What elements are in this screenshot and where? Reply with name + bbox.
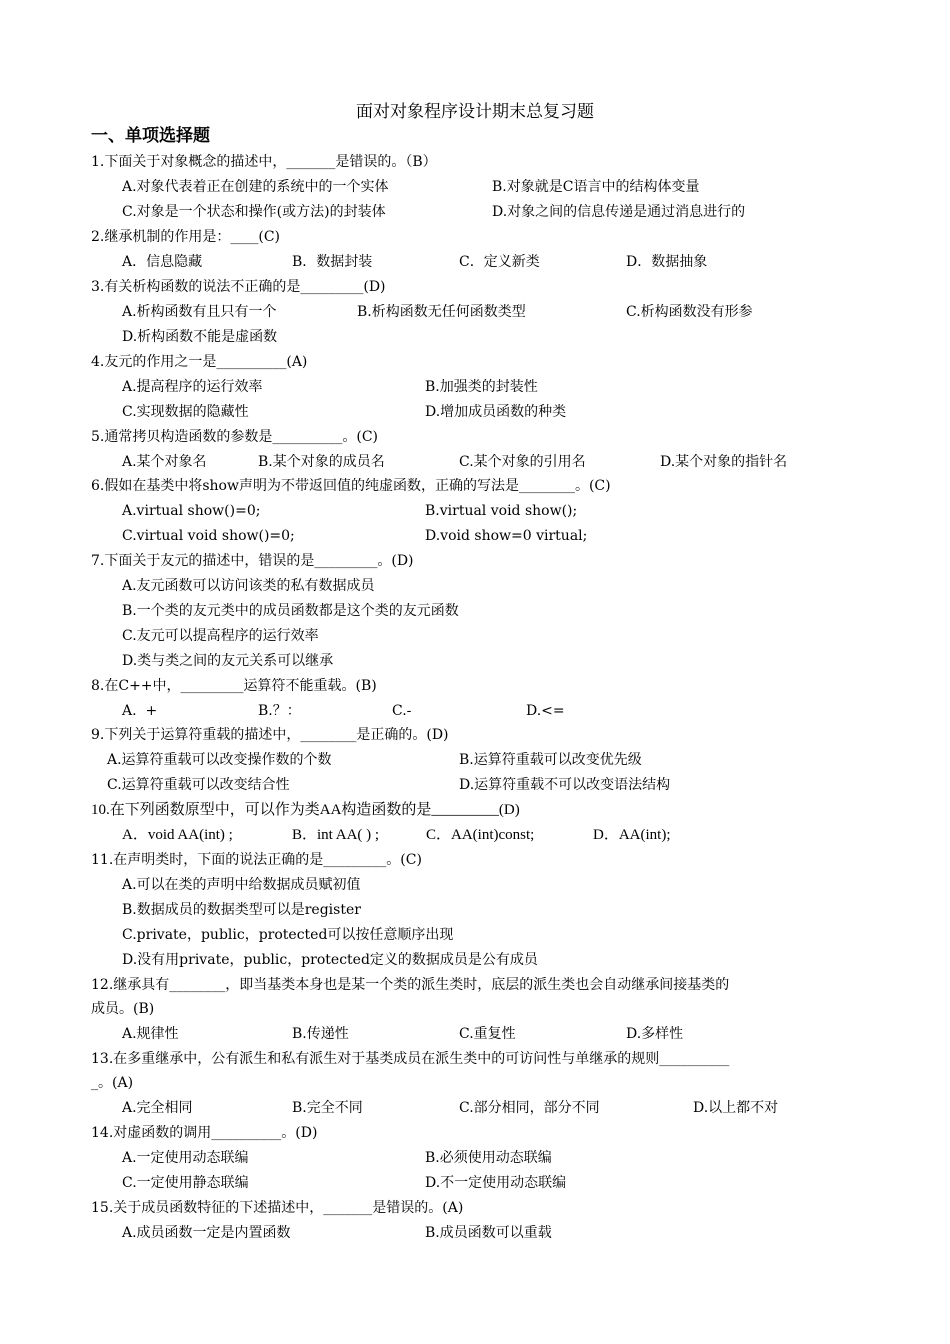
answer-option: B.？： xyxy=(258,703,301,719)
answer-option: D.对象之间的信息传递是通过消息进行的 xyxy=(492,204,746,220)
answer-option: C.部分相同，部分不同 xyxy=(459,1100,600,1116)
answer-option: A. + xyxy=(122,703,158,719)
answer-option: D.多样性 xyxy=(626,1026,684,1042)
question-stem: 7.下面关于友元的描述中，错误的是_________。(D) xyxy=(91,553,414,569)
answer-option: D.某个对象的指针名 xyxy=(660,454,788,470)
question-stem: 成员。(B) xyxy=(91,1001,155,1017)
question-stem: 12.继承具有________，即当基类本身也是某一个类的派生类时，底层的派生类也会自动继承间接基类的 xyxy=(91,977,730,993)
answer-option: A.完全相同 xyxy=(122,1100,193,1116)
answer-option: C．AA(int)const; xyxy=(426,827,535,843)
answer-option: B.成员函数可以重载 xyxy=(425,1225,552,1241)
question-stem: _。(A) xyxy=(91,1075,134,1091)
section-heading: 一、单项选择题 xyxy=(91,126,210,146)
answer-option: A.友元函数可以访问该类的私有数据成员 xyxy=(122,578,375,594)
answer-option: D.析构函数不能是虚函数 xyxy=(122,329,278,345)
answer-option: C.某个对象的引用名 xyxy=(459,454,586,470)
answer-option: B.完全不同 xyxy=(292,1100,363,1116)
answer-option: B.对象就是C语言中的结构体变量 xyxy=(492,179,700,195)
answer-option: A．void AA(int) ; xyxy=(122,827,233,843)
answer-option: C.一定使用静态联编 xyxy=(122,1175,249,1191)
answer-option: C.实现数据的隐藏性 xyxy=(122,404,249,420)
answer-option: A.一定使用动态联编 xyxy=(122,1150,249,1166)
answer-option: D.以上都不对 xyxy=(693,1100,779,1116)
answer-option: D.运算符重载不可以改变语法结构 xyxy=(459,777,671,793)
answer-option: B.必须使用动态联编 xyxy=(425,1150,552,1166)
answer-option: A.析构函数有且只有一个 xyxy=(122,304,277,320)
answer-option: D.不一定使用动态联编 xyxy=(425,1175,567,1191)
answer-option: C.运算符重载可以改变结合性 xyxy=(107,777,290,793)
answer-option: A.成员函数一定是内置函数 xyxy=(122,1225,291,1241)
answer-option: B.一个类的友元类中的成员函数都是这个类的友元函数 xyxy=(122,603,459,619)
answer-option: B.数据成员的数据类型可以是register xyxy=(122,902,361,918)
question-stem: 13.在多重继承中，公有派生和私有派生对于基类成员在派生类中的可访问性与单继承的规则__________ xyxy=(91,1051,730,1067)
answer-option: D.<= xyxy=(526,703,565,719)
answer-option: D.没有用private，public，protected定义的数据成员是公有成员 xyxy=(122,952,538,968)
answer-option: D．数据抽象 xyxy=(626,254,708,270)
answer-option: B.加强类的封装性 xyxy=(425,379,538,395)
answer-option: C．定义新类 xyxy=(459,254,540,270)
question-stem: 4.友元的作用之一是__________(A) xyxy=(91,354,308,370)
answer-option: C.重复性 xyxy=(459,1026,516,1042)
answer-option: A.virtual show()=0; xyxy=(122,503,261,519)
question-stem: 6.假如在基类中将show声明为不带返回值的纯虚函数，正确的写法是________。(C) xyxy=(91,478,611,494)
question-stem: 5.通常拷贝构造函数的参数是__________。(C) xyxy=(91,429,378,445)
question-stem: 9.下列关于运算符重载的描述中，________是正确的。(D) xyxy=(91,727,449,743)
answer-option: A.规律性 xyxy=(122,1026,179,1042)
answer-option: C.private，public，protected可以按任意顺序出现 xyxy=(122,927,454,943)
answer-option: A.可以在类的声明中给数据成员赋初值 xyxy=(122,877,361,893)
answer-option: B.virtual void show(); xyxy=(425,503,578,519)
answer-option: D.void show=0 virtual; xyxy=(425,528,588,544)
answer-option: D.增加成员函数的种类 xyxy=(425,404,567,420)
answer-option: A.提高程序的运行效率 xyxy=(122,379,263,395)
answer-option: A.对象代表着正在创建的系统中的一个实体 xyxy=(122,179,389,195)
answer-option: D.类与类之间的友元关系可以继承 xyxy=(122,653,334,669)
answer-option: B.运算符重载可以改变优先级 xyxy=(459,752,642,768)
answer-option: C.- xyxy=(392,703,412,719)
question-stem: 15.关于成员函数特征的下述描述中，_______是错误的。(A) xyxy=(91,1200,464,1216)
answer-option: B．int AA( ) ; xyxy=(292,827,380,843)
question-stem: 14.对虚函数的调用__________。(D) xyxy=(91,1125,318,1141)
answer-option: C.virtual void show()=0; xyxy=(122,528,295,544)
answer-option: B.某个对象的成员名 xyxy=(258,454,385,470)
question-stem: 3.有关析构函数的说法不正确的是_________(D) xyxy=(91,279,386,295)
answer-option: B.传递性 xyxy=(292,1026,349,1042)
answer-option: A．信息隐藏 xyxy=(122,254,203,270)
question-stem: 1.下面关于对象概念的描述中，_______是错误的。（B） xyxy=(91,154,437,170)
answer-option: C.对象是一个状态和操作(或方法)的封装体 xyxy=(122,204,386,220)
answer-option: B.析构函数无任何函数类型 xyxy=(357,304,526,320)
answer-option: C.友元可以提高程序的运行效率 xyxy=(122,628,319,644)
document-title: 面对对象程序设计期末总复习题 xyxy=(356,102,594,122)
answer-option: A.运算符重载可以改变操作数的个数 xyxy=(107,752,332,768)
answer-option: A.某个对象名 xyxy=(122,454,207,470)
question-stem: 8.在C++中，_________运算符不能重载。(B) xyxy=(91,678,377,694)
answer-option: C.析构函数没有形参 xyxy=(626,304,753,320)
question-stem: 2.继承机制的作用是：____(C) xyxy=(91,229,280,245)
question-stem: 11.在声明类时，下面的说法正确的是_________。(C) xyxy=(91,852,422,868)
answer-option: D．AA(int); xyxy=(593,827,671,843)
answer-option: B．数据封装 xyxy=(292,254,373,270)
question-stem: 10.在下列函数原型中，可以作为类AA构造函数的是_________(D) xyxy=(91,802,520,818)
